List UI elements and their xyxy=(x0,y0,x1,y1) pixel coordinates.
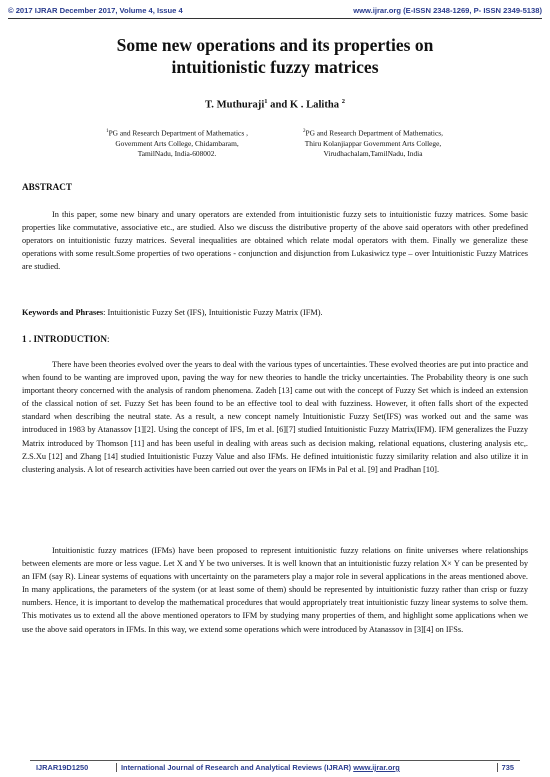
introduction-heading-colon: : xyxy=(107,334,110,344)
intro-paragraph-1: There have been theories evolved over the years to deal with the various types of uncertainties. These evolved theories are put into practice and when found to be wanting are improved upon, paving the way for new theories to handle the tricky uncertainties. The Probability theory is one such important theory concerned with the analysis of random phenomena. Zadeh [13] came out with the concept of Fuzzy Set which is indeed an extension of the classical notion of set. Fuzzy Set has been found to be an effective tool to deal with fuzziness. However, it often falls short of the expected standard when describing the neutral state. As a result, a new concept namely Intuitionistic Fuzzy Set(IFS) was worked out and the same was introduced in 1983 by Atanassov [1][2]. Using the concept of IFS, Im et al. [6][7] studied Intuitionistic Fuzzy Matrix(IFM). IFM generalizes the Fuzzy Matrix introduced by Thomson [11] and has been useful in dealing with areas such as decision making, relational equations, clustering analysis etc,. Z.S.Xu [12] and Zhang [14] studied Intuitionistic Fuzzy Value and also IFMs. He defined intuitionistic fuzzy similarity relation and also utilize it in clustering analysis. A lot of research activities have been carried out over the years on IFMs in Pal et al. [9] and Pradhan [10]. xyxy=(22,360,528,474)
footer-journal-name: International Journal of Research and Analytical Reviews (IJRAR) xyxy=(121,763,352,772)
aff1-line2: Government Arts College, Chidambaram, xyxy=(115,138,239,148)
introduction-heading xyxy=(22,334,110,344)
keywords-text: : Intuitionistic Fuzzy Set (IFS), Intuitionistic Fuzzy Matrix (IFM). xyxy=(103,308,323,317)
keywords-label: Keywords and Phrases xyxy=(22,308,104,317)
header-citation: © 2017 IJRAR December 2017, Volume 4, Issue 4 xyxy=(8,6,183,15)
footer-paper-id: IJRAR19D1250 xyxy=(36,763,89,772)
paper-title xyxy=(40,34,510,78)
aff1-line3: TamilNadu, India-608002. xyxy=(137,148,217,158)
abstract-text: In this paper, some new binary and unary operators are extended from intuitionistic fuzzy sets to intuitionistic fuzzy matrices. Some basic properties like commutative, associative etc., are studied. Also we discuss the distributive property of the above said operators with other predefined operators on intuitionistic fuzzy matrices. Several inequalities are obtained which relate modal operators with them. Finally we generalize these operations with some result.Some properties of two operations - conjunction and disjunction from Lukasiwicz type – over Intuitionistic Fuzzy Matrices are studied. xyxy=(22,210,528,272)
intro-paragraph-2: Intuitionistic fuzzy matrices (IFMs) have been proposed to represent intuitionistic fuzzy relations on finite universes where relationships between elements are more or less vague. Let X and Y be two universes. It is well known that an intuitionistic fuzzy relation X× Y can be presented by an IFM (say R). Linear systems of equations with uncertainty on the parameters play a major role in several applications in the areas mentioned above. In many applications, the parameters of the system (or at least some of them) should be represented by intuitionistic fuzzy rather than crisp or fuzzy numbers. Hence, it is important to develop the mathematical procedures that would appropriately treat intuitionistic fuzzy linear systems to solve them. This motivates us to extend all the above mentioned operators to IFM by studying many properties of them, and highlight some applications when we use the above said operators in IFMs. In this way, we extend some operations which were introduced by Atanassov in [3][4] on IFSs. xyxy=(22,546,528,634)
author-1: T. Muthuraji xyxy=(205,99,265,111)
footer-rule xyxy=(30,760,520,761)
aff1-line1: PG and Research Department of Mathematics , xyxy=(108,128,248,138)
aff2-sup: 2 xyxy=(302,129,306,134)
title-line-2: intuitionistic fuzzy matrices xyxy=(171,57,379,77)
author-2: K . Lalitha xyxy=(289,99,340,111)
aff1-sup: 1 xyxy=(106,129,109,134)
introduction-heading-text: 1 . INTRODUCTION xyxy=(22,334,107,344)
affiliation-2 xyxy=(278,127,468,159)
author-and: and xyxy=(270,99,288,111)
author-1-sup: 1 xyxy=(264,98,268,105)
aff2-line2: Thiru Kolanjiappar Government Arts College, xyxy=(304,138,442,148)
page-footer xyxy=(36,763,514,775)
title-line-1: Some new operations and its properties on xyxy=(116,35,434,55)
author-line xyxy=(0,98,550,111)
header-issn: www.ijrar.org (E-ISSN 2348-1269, P- ISSN 2349-5138) xyxy=(353,6,542,15)
aff2-line3: Virudhachalam,TamilNadu, India xyxy=(323,148,423,158)
abstract-heading: ABSTRACT xyxy=(22,182,73,192)
affiliation-1 xyxy=(82,127,272,159)
keywords xyxy=(22,308,528,317)
aff2-line1: PG and Research Department of Mathematics, xyxy=(305,128,443,138)
header-rule xyxy=(8,18,542,19)
footer-journal xyxy=(116,763,400,772)
author-2-sup: 2 xyxy=(341,98,345,105)
footer-url-link[interactable]: www.ijrar.org xyxy=(353,763,400,772)
footer-page-number: 735 xyxy=(497,763,514,772)
